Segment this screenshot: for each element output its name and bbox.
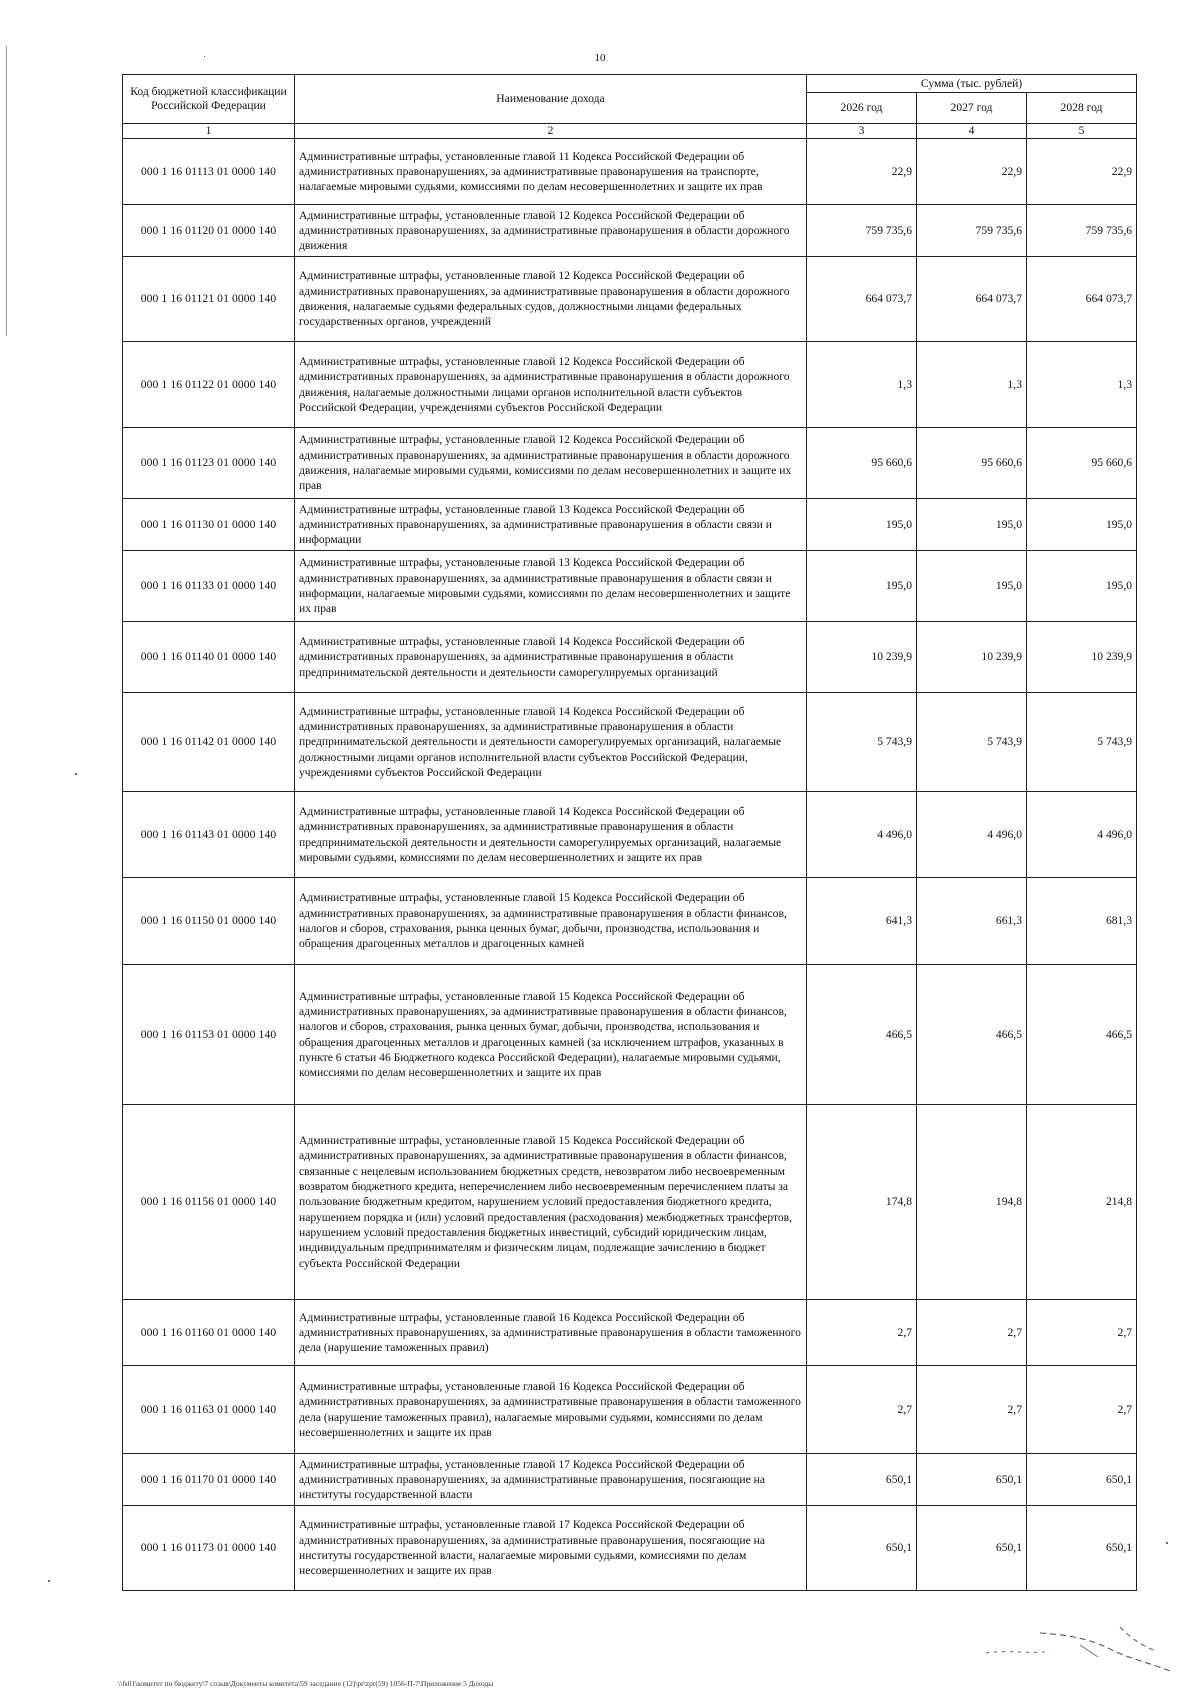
row-code: 000 1 16 01140 01 0000 140: [123, 622, 295, 693]
table-row: [123, 428, 1137, 499]
row-value-2026: 466,5: [807, 965, 917, 1105]
row-name: Административные штрафы, установленные главой 12 Кодекса Российской Федерации об административных правонарушениях, за административные правонарушения в области дорожного движения, налагаемые мировыми судьями, комиссиями по делам несовершеннолетних и защите их прав: [295, 428, 807, 499]
column-number: 4: [917, 124, 1027, 139]
row-value-2027: 759 735,6: [917, 205, 1027, 257]
row-name: Административные штрафы, установленные главой 16 Кодекса Российской Федерации об административных правонарушениях, за административные правонарушения в области таможенного дела (нарушение таможенных правил), налагаемые мировыми судьями, комиссиями по делам несовершеннолетних и защите их прав: [295, 1366, 807, 1454]
row-value-2026: 759 735,6: [807, 205, 917, 257]
table-row: [123, 1105, 1137, 1300]
revenue-table: [122, 74, 1137, 1591]
table-row: [123, 965, 1137, 1105]
row-code: 000 1 16 01122 01 0000 140: [123, 342, 295, 428]
row-value-2027: 195,0: [917, 499, 1027, 551]
footer-file-path: \\fs01\комитет по бюджету\7 созыв\Документы комитета\59 заседание (12)\pr\zpr(59) 1056-П-7\Приложение 5 Доходы: [118, 1679, 494, 1688]
row-code: 000 1 16 01153 01 0000 140: [123, 965, 295, 1105]
table-row: [123, 551, 1137, 622]
row-value-2026: 650,1: [807, 1454, 917, 1506]
row-value-2027: 4 496,0: [917, 792, 1027, 878]
row-value-2027: 650,1: [917, 1506, 1027, 1591]
table-row: [123, 1366, 1137, 1454]
row-code: 000 1 16 01173 01 0000 140: [123, 1506, 295, 1591]
header-year-2026: 2026 год: [807, 93, 917, 124]
row-value-2028: 466,5: [1027, 965, 1137, 1105]
row-value-2028: 95 660,6: [1027, 428, 1137, 499]
row-value-2027: 10 239,9: [917, 622, 1027, 693]
header-sum-group: Сумма (тыс. рублей): [807, 75, 1137, 93]
row-value-2026: 650,1: [807, 1506, 917, 1591]
row-value-2026: 641,3: [807, 878, 917, 965]
row-code: 000 1 16 01150 01 0000 140: [123, 878, 295, 965]
scan-margin-line: [6, 46, 7, 336]
row-name: Административные штрафы, установленные главой 16 Кодекса Российской Федерации об административных правонарушениях, за административные правонарушения в области таможенного дела (нарушение таможенных правил): [295, 1300, 807, 1366]
row-value-2028: 2,7: [1027, 1300, 1137, 1366]
row-value-2028: 664 073,7: [1027, 257, 1137, 342]
row-code: 000 1 16 01113 01 0000 140: [123, 139, 295, 205]
row-value-2028: 10 239,9: [1027, 622, 1137, 693]
row-value-2028: 22,9: [1027, 139, 1137, 205]
row-code: 000 1 16 01123 01 0000 140: [123, 428, 295, 499]
row-value-2027: 664 073,7: [917, 257, 1027, 342]
row-code: 000 1 16 01130 01 0000 140: [123, 499, 295, 551]
row-value-2027: 22,9: [917, 139, 1027, 205]
row-code: 000 1 16 01160 01 0000 140: [123, 1300, 295, 1366]
row-value-2026: 22,9: [807, 139, 917, 205]
row-name: Административные штрафы, установленные главой 17 Кодекса Российской Федерации об административных правонарушениях, за административные правонарушения, посягающие на институты государственной власти: [295, 1454, 807, 1506]
row-code: 000 1 16 01120 01 0000 140: [123, 205, 295, 257]
row-value-2026: 2,7: [807, 1300, 917, 1366]
row-value-2026: 10 239,9: [807, 622, 917, 693]
column-number: 1: [123, 124, 295, 139]
row-name: Административные штрафы, установленные главой 14 Кодекса Российской Федерации об административных правонарушениях, за административные правонарушения в области предпринимательской деятельности и деятельности саморегулируемых организаций, налагаемые должностными лицами органов исполнительной власти субъектов Российской Федерации, учреждениями субъектов Российской Федерации: [295, 693, 807, 792]
header-row-top: [123, 75, 1137, 93]
row-value-2027: 2,7: [917, 1300, 1027, 1366]
header-row-column-numbers: [123, 124, 1137, 139]
row-name: Административные штрафы, установленные главой 15 Кодекса Российской Федерации об административных правонарушениях, за административные правонарушения в области финансов, связанные с нецелевым использованием бюджетных средств, невозвратом либо несвоевременным возвратом бюджетного кредита, неперечислением либо несвоевременным перечислением платы за пользование бюджетным кредитом, нарушением условий предоставления бюджетного кредита, нарушением порядка и (или) условий предоставления (расходования) межбюджетных трансфертов, нарушением условий предоставления бюджетных инвестиций, субсидий юридическим лицам, индивидуальным предпринимателям и физическим лицам, подлежащие зачислению в бюджет субъекта Российской Федерации: [295, 1105, 807, 1300]
header-code-col: Код бюджетной классификации Российской Федерации: [123, 75, 295, 124]
row-code: 000 1 16 01163 01 0000 140: [123, 1366, 295, 1454]
header-year-2027: 2027 год: [917, 93, 1027, 124]
row-value-2028: 4 496,0: [1027, 792, 1137, 878]
row-value-2027: 2,7: [917, 1366, 1027, 1454]
scan-speck: [48, 1580, 50, 1582]
row-code: 000 1 16 01156 01 0000 140: [123, 1105, 295, 1300]
row-name: Административные штрафы, установленные главой 15 Кодекса Российской Федерации об административных правонарушениях, за административные правонарушения в области финансов, налогов и сборов, страхования, рынка ценных бумаг, добычи, производства, использования и обращения драгоценных металлов и драгоценных камней: [295, 878, 807, 965]
row-name: Административные штрафы, установленные главой 13 Кодекса Российской Федерации об административных правонарушениях, за административные правонарушения в области связи и информации: [295, 499, 807, 551]
table-row: [123, 1300, 1137, 1366]
row-value-2028: 195,0: [1027, 499, 1137, 551]
row-code: 000 1 16 01170 01 0000 140: [123, 1454, 295, 1506]
scan-speck: [75, 773, 77, 775]
header-year-2028: 2028 год: [1027, 93, 1137, 124]
row-value-2026: 195,0: [807, 551, 917, 622]
row-name: Административные штрафы, установленные главой 17 Кодекса Российской Федерации об административных правонарушениях, за административные правонарушения, посягающие на институты государственной власти, налагаемые мировыми судьями, комиссиями по делам несовершеннолетних и защите их прав: [295, 1506, 807, 1591]
row-value-2026: 195,0: [807, 499, 917, 551]
row-value-2028: 214,8: [1027, 1105, 1137, 1300]
row-value-2026: 1,3: [807, 342, 917, 428]
table-row: [123, 1506, 1137, 1591]
row-value-2026: 5 743,9: [807, 693, 917, 792]
row-name: Административные штрафы, установленные главой 12 Кодекса Российской Федерации об административных правонарушениях, за административные правонарушения в области дорожного движения: [295, 205, 807, 257]
row-name: Административные штрафы, установленные главой 13 Кодекса Российской Федерации об административных правонарушениях, за административные правонарушения в области связи и информации, налагаемые мировыми судьями, комиссиями по делам несовершеннолетних и защите их прав: [295, 551, 807, 622]
row-code: 000 1 16 01143 01 0000 140: [123, 792, 295, 878]
row-value-2028: 2,7: [1027, 1366, 1137, 1454]
table-row: [123, 342, 1137, 428]
row-value-2026: 4 496,0: [807, 792, 917, 878]
row-value-2028: 759 735,6: [1027, 205, 1137, 257]
row-value-2027: 194,8: [917, 1105, 1027, 1300]
table-row: [123, 1454, 1137, 1506]
row-value-2027: 95 660,6: [917, 428, 1027, 499]
column-number: 5: [1027, 124, 1137, 139]
row-value-2027: 661,3: [917, 878, 1027, 965]
row-value-2026: 95 660,6: [807, 428, 917, 499]
row-name: Административные штрафы, установленные главой 14 Кодекса Российской Федерации об административных правонарушениях, за административные правонарушения в области предпринимательской деятельности и деятельности саморегулируемых организаций: [295, 622, 807, 693]
row-value-2028: 5 743,9: [1027, 693, 1137, 792]
table-row: [123, 622, 1137, 693]
row-value-2028: 195,0: [1027, 551, 1137, 622]
table-row: [123, 257, 1137, 342]
row-value-2027: 466,5: [917, 965, 1027, 1105]
table-row: [123, 205, 1137, 257]
row-value-2027: 5 743,9: [917, 693, 1027, 792]
column-number: 3: [807, 124, 917, 139]
row-code: 000 1 16 01121 01 0000 140: [123, 257, 295, 342]
table-row: [123, 878, 1137, 965]
row-value-2027: 1,3: [917, 342, 1027, 428]
row-value-2028: 650,1: [1027, 1506, 1137, 1591]
row-code: 000 1 16 01142 01 0000 140: [123, 693, 295, 792]
table-row: [123, 693, 1137, 792]
row-value-2026: 174,8: [807, 1105, 917, 1300]
table-row: [123, 499, 1137, 551]
row-value-2026: 2,7: [807, 1366, 917, 1454]
row-value-2026: 664 073,7: [807, 257, 917, 342]
row-name: Административные штрафы, установленные главой 15 Кодекса Российской Федерации об административных правонарушениях, за административные правонарушения в области финансов, налогов и сборов, страхования, рынка ценных бумаг, добычи, производства, использования и обращения драгоценных металлов и драгоценных камней (за исключением штрафов, указанных в пункте 6 статьи 46 Бюджетного кодекса Российской Федерации), налагаемые мировыми судьями, комиссиями по делам несовершеннолетних и защите их прав: [295, 965, 807, 1105]
row-value-2028: 681,3: [1027, 878, 1137, 965]
row-value-2028: 650,1: [1027, 1454, 1137, 1506]
row-code: 000 1 16 01133 01 0000 140: [123, 551, 295, 622]
page-number: 10: [594, 52, 606, 64]
row-name: Административные штрафы, установленные главой 14 Кодекса Российской Федерации об административных правонарушениях, за административные правонарушения в области предпринимательской деятельности и деятельности саморегулируемых организаций, налагаемые мировыми судьями, комиссиями по делам несовершеннолетних и защите их прав: [295, 792, 807, 878]
table-row: [123, 792, 1137, 878]
row-value-2027: 650,1: [917, 1454, 1027, 1506]
column-number: 2: [295, 124, 807, 139]
table-row: [123, 139, 1137, 205]
handwritten-signature: [980, 1605, 1180, 1675]
row-name: Административные штрафы, установленные главой 12 Кодекса Российской Федерации об административных правонарушениях, за административные правонарушения в области дорожного движения, налагаемые должностными лицами органов исполнительной власти субъектов Российской Федерации, учреждениями субъектов Российской Федерации: [295, 342, 807, 428]
row-name: Административные штрафы, установленные главой 12 Кодекса Российской Федерации об административных правонарушениях, за административные правонарушения в области дорожного движения, налагаемые судьями федеральных судов, должностными лицами федеральных государственных органов, учреждений: [295, 257, 807, 342]
scan-speck: [1166, 1542, 1168, 1544]
row-name: Административные штрафы, установленные главой 11 Кодекса Российской Федерации об административных правонарушениях, за административные правонарушения на транспорте, налагаемые мировыми судьями, комиссиями по делам несовершеннолетних и защите их прав: [295, 139, 807, 205]
header-name-col: Наименование дохода: [295, 75, 807, 124]
row-value-2028: 1,3: [1027, 342, 1137, 428]
row-value-2027: 195,0: [917, 551, 1027, 622]
